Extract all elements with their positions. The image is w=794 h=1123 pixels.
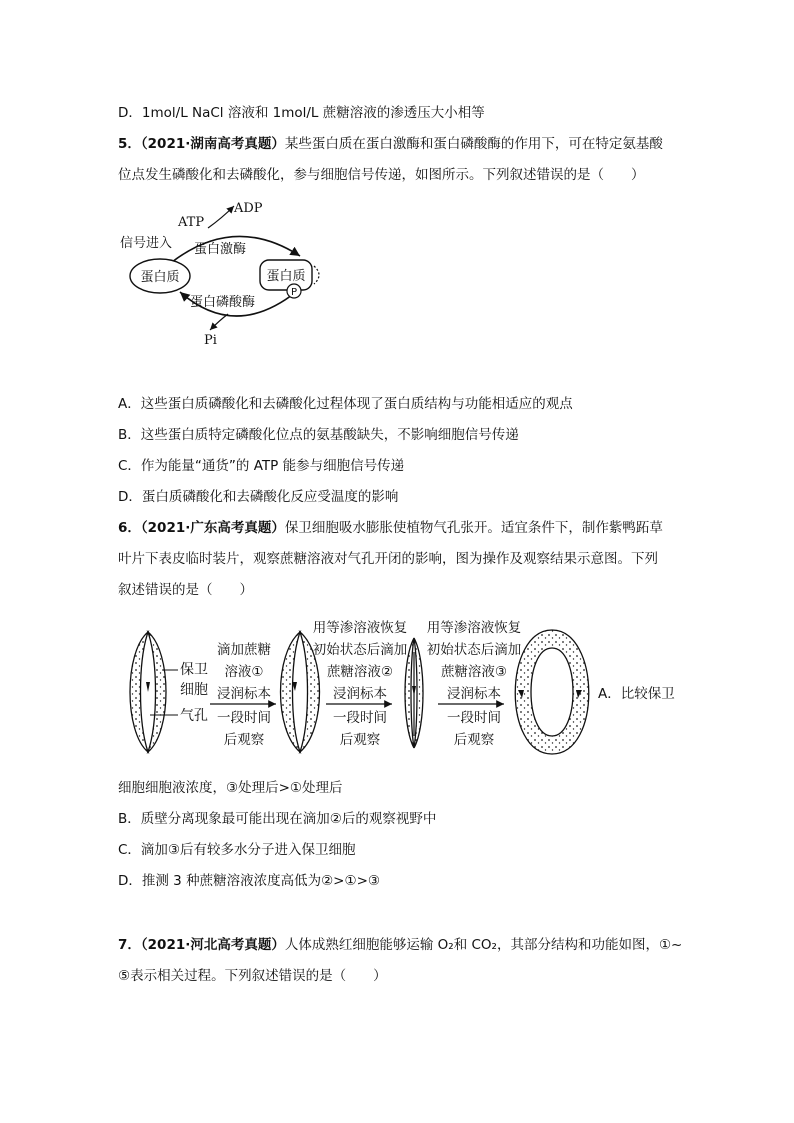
step1-line4: 一段时间	[217, 710, 271, 726]
step1-line5: 后观察	[223, 732, 265, 748]
step2-line6: 后观察	[339, 732, 381, 748]
q7-stem-text1: 人体成熟红细胞能够运输 O₂和 CO₂，其部分结构和功能如图，①~	[284, 937, 683, 953]
step3-line4: 浸润标本	[447, 686, 501, 702]
step2-line4: 浸润标本	[333, 686, 387, 702]
step2-line2: 初始状态后滴加	[312, 642, 408, 658]
q5-stem-text1: 某些蛋白质在蛋白激酶和蛋白磷酸酶的作用下，可在特定氨基酸	[284, 136, 663, 152]
protein-curl	[314, 266, 319, 284]
q6-stem-line2: 叶片下表皮临时装片，观察蔗糖溶液对气孔开闭的影响，图为操作及观察结果示意图。下列	[118, 551, 658, 567]
q6-source: （2021·广东高考真题）	[140, 520, 285, 536]
step3-line3: 蔗糖溶液③	[440, 664, 508, 680]
protein-right-label: 蛋白质	[266, 269, 306, 284]
q6-option-c: C．滴加③后有较多水分子进入保卫细胞	[118, 842, 356, 858]
step1-line2: 溶液①	[224, 664, 264, 680]
kinase-label: 蛋白激酶	[194, 242, 247, 257]
step2-line5: 一段时间	[333, 710, 387, 726]
step1-line3: 浸润标本	[217, 686, 271, 702]
q5-number: 5．	[118, 136, 141, 152]
q5-option-c: C．作为能量“通货”的 ATP 能参与细胞信号传递	[118, 458, 405, 474]
step3-line5: 一段时间	[447, 710, 501, 726]
q7-stem-line1	[118, 935, 682, 955]
step1-line1: 滴加蔗糖	[217, 642, 271, 658]
q6-option-d: D．推测 3 种蔗糖溶液浓度高低为②>①>③	[118, 873, 380, 889]
q6-stem-text1: 保卫细胞吸水膨胀使植物气孔张开。适宜条件下，制作紫鸭跖草	[284, 520, 663, 536]
q6-number: 6．	[118, 520, 141, 536]
q6-option-a-part2: 细胞细胞液浓度，③处理后>①处理后	[118, 780, 343, 796]
atp-adp-arrow	[208, 206, 234, 228]
stoma-after-3	[515, 630, 589, 754]
protein-left-label: 蛋白质	[140, 270, 180, 285]
pi-label: Pi	[204, 333, 217, 348]
q5-option-a: A．这些蛋白质磷酸化和去磷酸化过程体现了蛋白质结构与功能相适应的观点	[118, 396, 573, 412]
q5-option-d: D．蛋白质磷酸化和去磷酸化反应受温度的影响	[118, 489, 399, 505]
step3-line1: 用等渗溶液恢复	[426, 620, 522, 636]
label-guard-2: 细胞	[180, 682, 208, 698]
q5-stem-line2: 位点发生磷酸化和去磷酸化，参与细胞信号传递，如图所示。下列叙述错误的是（ ）	[118, 167, 645, 183]
phosphate-label: P	[290, 287, 298, 298]
q7-stem-line2: ⑤表示相关过程。下列叙述错误的是（ ）	[118, 968, 387, 984]
q5-source: （2021·湖南高考真题）	[140, 136, 285, 152]
step2-line1: 用等渗溶液恢复	[312, 620, 408, 636]
step3-line2: 初始状态后滴加	[426, 642, 522, 658]
q7-source: （2021·河北高考真题）	[140, 937, 285, 953]
q5-phosphorylation-diagram	[110, 192, 350, 352]
pi-arrow	[210, 314, 228, 330]
q4-option-d: D．1mol/L NaCl 溶液和 1mol/L 蔗糖溶液的渗透压大小相等	[118, 105, 485, 121]
q6-option-a-part1: A．比较保卫	[598, 686, 675, 702]
signal-label: 信号进入	[120, 236, 173, 251]
adp-label: ADP	[234, 201, 263, 216]
label-pore: 气孔	[180, 708, 208, 724]
q6-stem-line3: 叙述错误的是（ ）	[118, 582, 253, 598]
atp-label: ATP	[178, 215, 205, 230]
q5-option-b: B．这些蛋白质特定磷酸化位点的氨基酸缺失，不影响细胞信号传递	[118, 427, 519, 443]
stoma-after-2	[405, 638, 423, 748]
step2-line3: 蔗糖溶液②	[326, 664, 394, 680]
q7-number: 7．	[118, 937, 141, 953]
phosphatase-label: 蛋白磷酸酶	[190, 295, 256, 310]
q6-option-b: B．质壁分离现象最可能出现在滴加②后的观察视野中	[118, 811, 437, 827]
step3-line6: 后观察	[453, 732, 495, 748]
q6-stem-line1	[118, 518, 663, 538]
q5-stem-line1	[118, 134, 663, 154]
stoma-initial	[130, 632, 166, 752]
label-guard-1: 保卫	[180, 662, 208, 678]
